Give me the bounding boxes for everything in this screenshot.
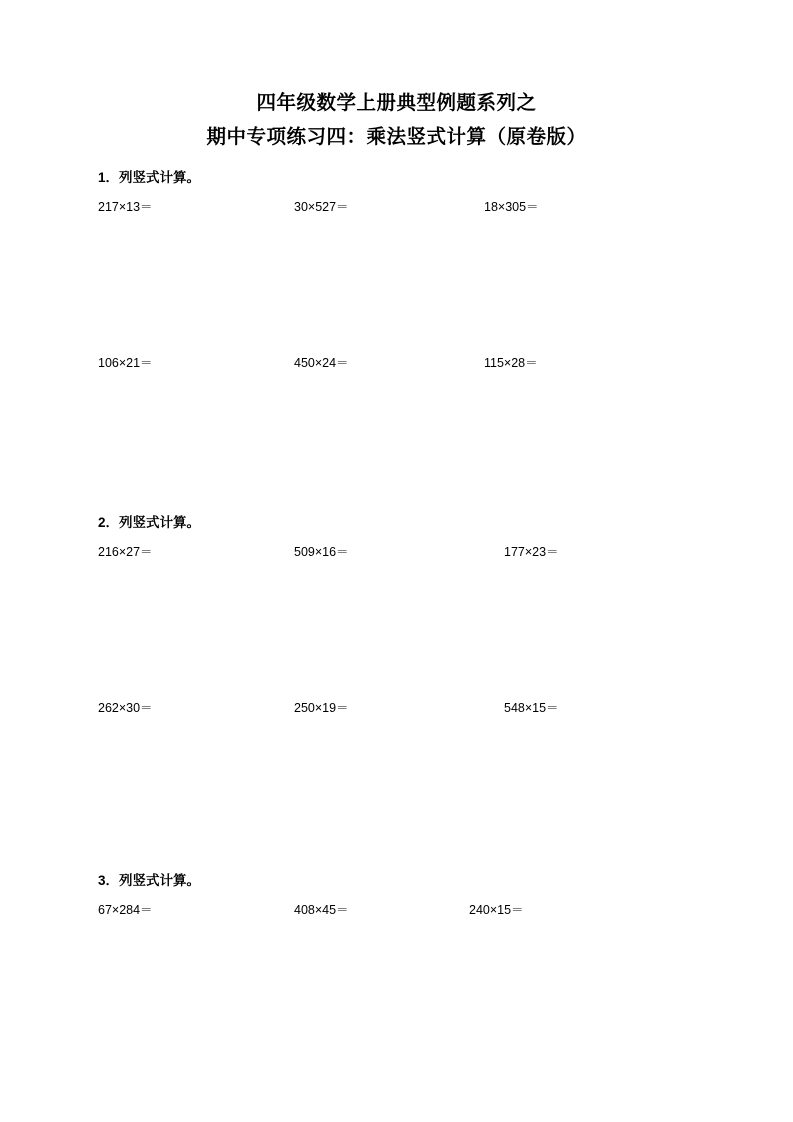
- problem: 67×284＝: [98, 903, 153, 917]
- title-line-2: 期中专项练习四：乘法竖式计算（原卷版）: [206, 126, 587, 148]
- problem: 548×15＝: [504, 701, 559, 715]
- title-line-1: 四年级数学上册典型例题系列之: [256, 92, 537, 114]
- section-2-heading: 2．列竖式计算。: [98, 515, 201, 530]
- work-space: [96, 561, 697, 699]
- work-space: [96, 372, 697, 507]
- problem: 450×24＝: [294, 356, 349, 370]
- section-3-row-1: [96, 901, 697, 919]
- problem: 30×527＝: [294, 200, 349, 214]
- section-2-row-1: [96, 543, 697, 561]
- work-space: [96, 717, 697, 865]
- section-3-heading: 3．列竖式计算。: [98, 873, 201, 888]
- section-1-row-1: [96, 198, 697, 216]
- problem: 217×13＝: [98, 200, 153, 214]
- problem: 115×28＝: [484, 356, 538, 370]
- problem: 177×23＝: [504, 545, 559, 559]
- work-space: [96, 216, 697, 354]
- problem: 216×27＝: [98, 545, 153, 559]
- section-1: [96, 168, 697, 507]
- section-1-heading: 1．列竖式计算。: [98, 170, 201, 185]
- problem: 250×19＝: [294, 701, 349, 715]
- section-3: [96, 871, 697, 919]
- page-title: [96, 86, 697, 154]
- problem: 18×305＝: [484, 200, 539, 214]
- section-2: [96, 513, 697, 865]
- problem: 408×45＝: [294, 903, 349, 917]
- section-1-row-2: [96, 354, 697, 372]
- section-2-row-2: [96, 699, 697, 717]
- problem: 106×21＝: [98, 356, 153, 370]
- problem: 509×16＝: [294, 545, 349, 559]
- problem: 262×30＝: [98, 701, 153, 715]
- problem: 240×15＝: [469, 903, 524, 917]
